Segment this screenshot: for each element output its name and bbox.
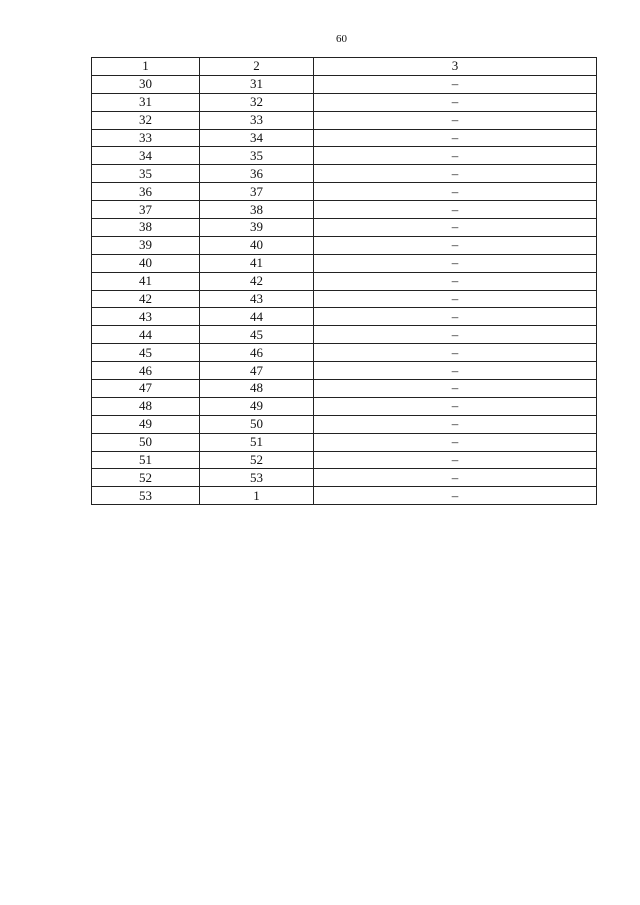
table-cell-col-1: 51: [92, 451, 200, 469]
table-cell-col-2: 43: [200, 290, 314, 308]
table-cell-col-3: –: [314, 290, 597, 308]
table-cell-col-1: 49: [92, 415, 200, 433]
table-cell-col-3: –: [314, 487, 597, 505]
table-row: [92, 183, 597, 201]
table-cell-col-1: 44: [92, 326, 200, 344]
table-cell-col-1: 31: [92, 93, 200, 111]
table-row: [92, 326, 597, 344]
column-header-1: 1: [92, 58, 200, 76]
table-cell-col-2: 52: [200, 451, 314, 469]
table-cell-col-1: 30: [92, 75, 200, 93]
table-cell-col-3: –: [314, 362, 597, 380]
table-row: [92, 219, 597, 237]
table-cell-col-3: –: [314, 201, 597, 219]
table-cell-col-2: 42: [200, 272, 314, 290]
table-cell-col-2: 44: [200, 308, 314, 326]
table-cell-col-3: –: [314, 380, 597, 398]
table-cell-col-3: –: [314, 129, 597, 147]
table-cell-col-2: 50: [200, 415, 314, 433]
table-cell-col-3: –: [314, 308, 597, 326]
table-row: [92, 165, 597, 183]
table-cell-col-3: –: [314, 165, 597, 183]
table-cell-col-3: –: [314, 469, 597, 487]
table-cell-col-3: –: [314, 236, 597, 254]
table-cell-col-3: –: [314, 397, 597, 415]
table-cell-col-3: –: [314, 254, 597, 272]
table-header: [92, 58, 597, 76]
table-cell-col-2: 32: [200, 93, 314, 111]
table-cell-col-2: 36: [200, 165, 314, 183]
table-cell-col-2: 47: [200, 362, 314, 380]
table-cell-col-1: 43: [92, 308, 200, 326]
table-cell-col-2: 48: [200, 380, 314, 398]
table-cell-col-1: 35: [92, 165, 200, 183]
table-cell-col-2: 35: [200, 147, 314, 165]
table-cell-col-3: –: [314, 147, 597, 165]
table-row: [92, 397, 597, 415]
table-cell-col-3: –: [314, 219, 597, 237]
column-header-2: 2: [200, 58, 314, 76]
table-cell-col-1: 38: [92, 219, 200, 237]
table-cell-col-2: 39: [200, 219, 314, 237]
table-row: [92, 93, 597, 111]
table-cell-col-2: 41: [200, 254, 314, 272]
table-row: [92, 236, 597, 254]
table-cell-col-2: 46: [200, 344, 314, 362]
table-row: [92, 362, 597, 380]
table-cell-col-2: 45: [200, 326, 314, 344]
table-cell-col-2: 51: [200, 433, 314, 451]
table-row: [92, 129, 597, 147]
table-cell-col-3: –: [314, 272, 597, 290]
table-cell-col-2: 49: [200, 397, 314, 415]
table-cell-col-1: 39: [92, 236, 200, 254]
table-cell-col-1: 47: [92, 380, 200, 398]
table-cell-col-3: –: [314, 433, 597, 451]
table-cell-col-2: 1: [200, 487, 314, 505]
table-cell-col-2: 33: [200, 111, 314, 129]
table-row: [92, 254, 597, 272]
table-row: [92, 451, 597, 469]
table-cell-col-1: 41: [92, 272, 200, 290]
table-cell-col-2: 40: [200, 236, 314, 254]
table-cell-col-3: –: [314, 326, 597, 344]
table-row: [92, 147, 597, 165]
table-cell-col-1: 37: [92, 201, 200, 219]
table-row: [92, 290, 597, 308]
table-cell-col-1: 33: [92, 129, 200, 147]
table-row: [92, 415, 597, 433]
table-cell-col-1: 40: [92, 254, 200, 272]
table-cell-col-2: 38: [200, 201, 314, 219]
table-row: [92, 344, 597, 362]
data-table: [91, 57, 597, 505]
table-cell-col-1: 32: [92, 111, 200, 129]
table-cell-col-1: 45: [92, 344, 200, 362]
table-row: [92, 111, 597, 129]
table-cell-col-2: 53: [200, 469, 314, 487]
table-cell-col-2: 37: [200, 183, 314, 201]
table-cell-col-2: 31: [200, 75, 314, 93]
table-cell-col-1: 53: [92, 487, 200, 505]
table-cell-col-1: 50: [92, 433, 200, 451]
table-cell-col-3: –: [314, 415, 597, 433]
table-cell-col-1: 48: [92, 397, 200, 415]
page-number: 60: [336, 33, 347, 45]
table-row: [92, 487, 597, 505]
table-row: [92, 433, 597, 451]
table-cell-col-3: –: [314, 451, 597, 469]
table-cell-col-1: 34: [92, 147, 200, 165]
table-cell-col-1: 52: [92, 469, 200, 487]
table-row: [92, 469, 597, 487]
table-cell-col-3: –: [314, 344, 597, 362]
table-header-row: [92, 58, 597, 76]
table-row: [92, 308, 597, 326]
column-header-3: 3: [314, 58, 597, 76]
table-cell-col-3: –: [314, 111, 597, 129]
table-row: [92, 75, 597, 93]
table-body: [92, 75, 597, 504]
table-row: [92, 380, 597, 398]
table-cell-col-3: –: [314, 183, 597, 201]
table-cell-col-1: 36: [92, 183, 200, 201]
table-row: [92, 272, 597, 290]
table-row: [92, 201, 597, 219]
table-cell-col-2: 34: [200, 129, 314, 147]
table-cell-col-1: 46: [92, 362, 200, 380]
table-cell-col-3: –: [314, 75, 597, 93]
table-cell-col-3: –: [314, 93, 597, 111]
table-cell-col-1: 42: [92, 290, 200, 308]
